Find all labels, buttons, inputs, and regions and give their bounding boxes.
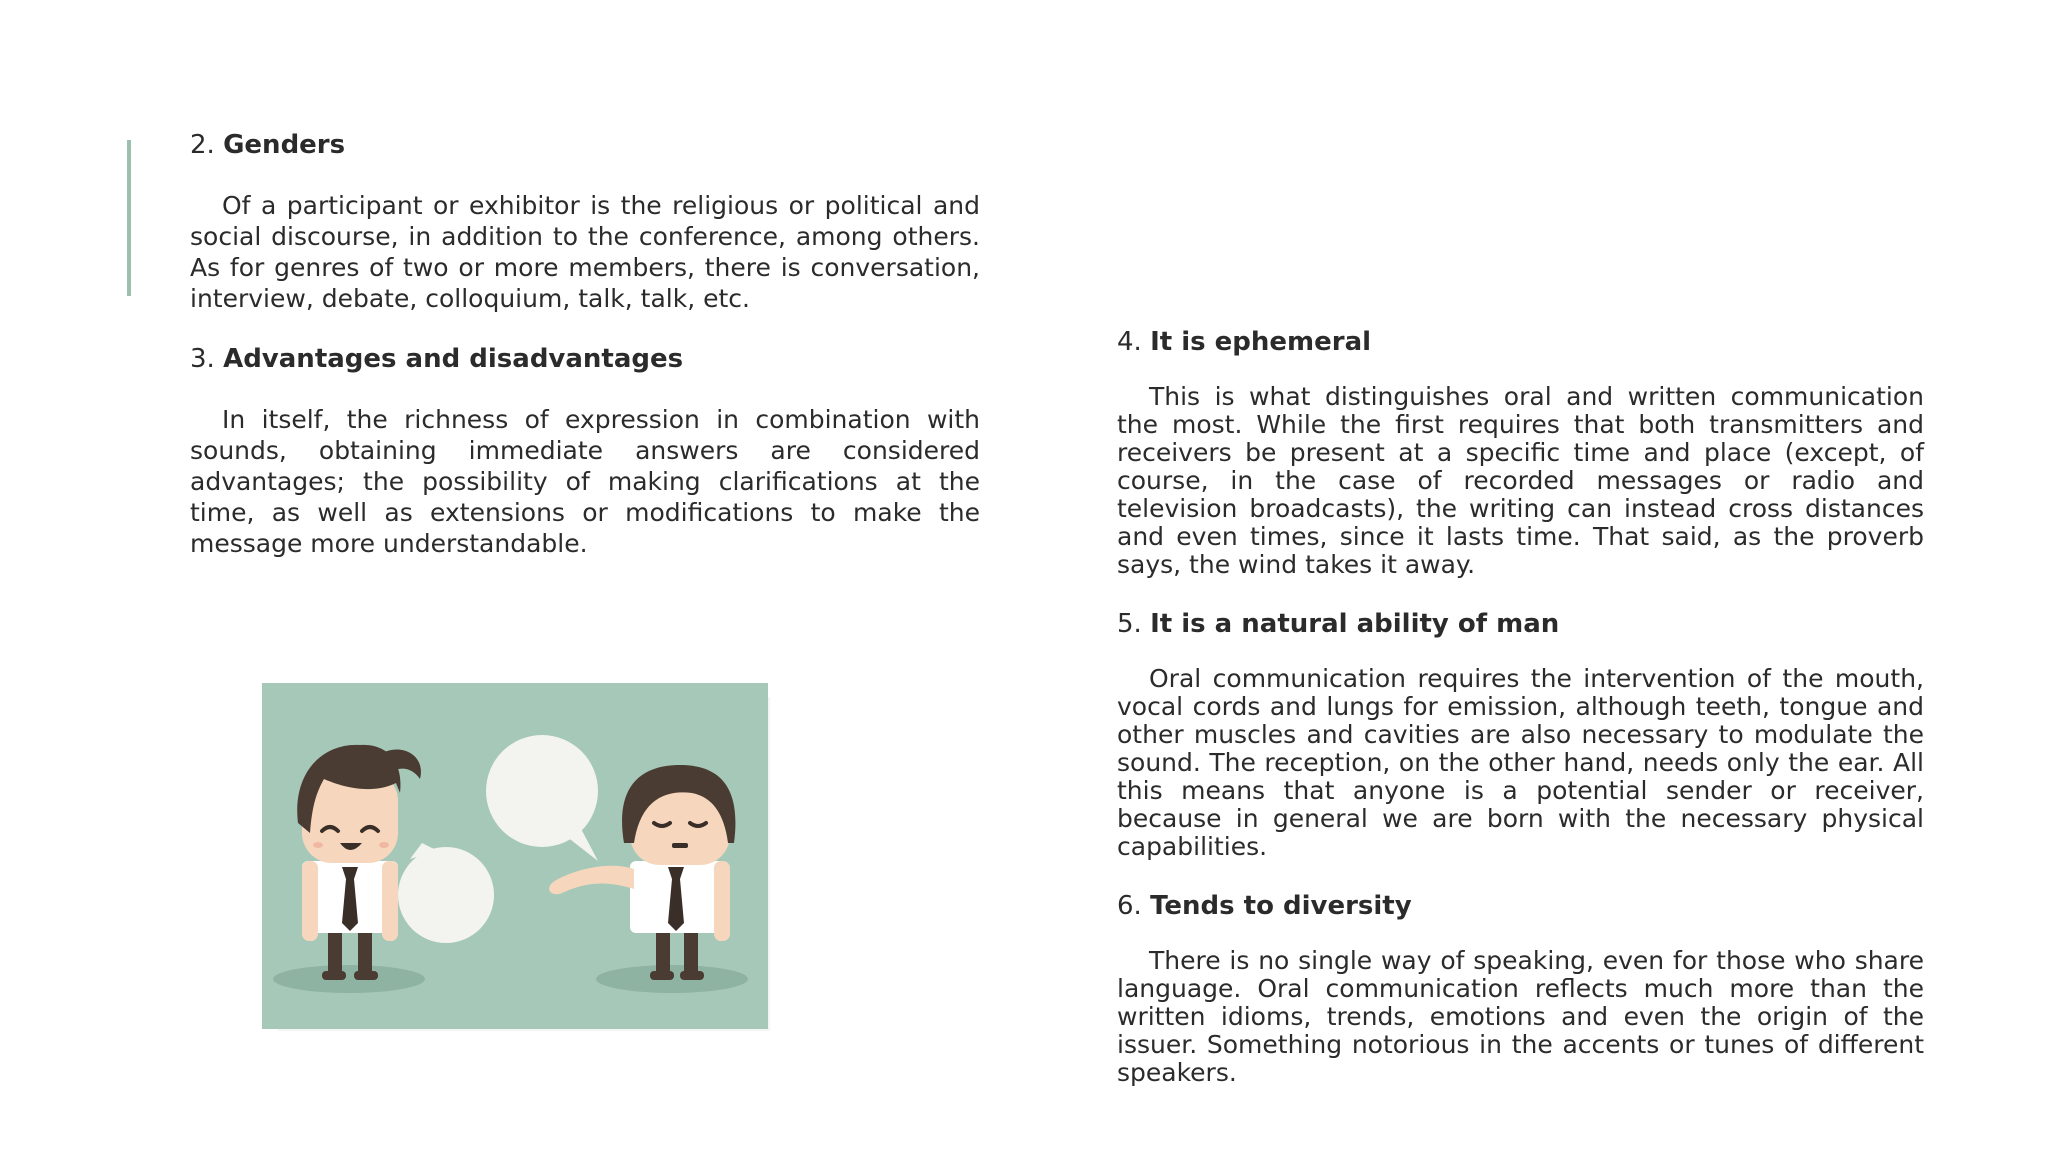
section-title: Genders (223, 130, 346, 160)
section-title: Tends to diversity (1150, 891, 1412, 921)
ground-shadow-left (273, 965, 425, 993)
two-businessmen-conversation-illustration (262, 683, 770, 1031)
section-number: 2. (190, 130, 215, 160)
section-body-diversity: There is no single way of speaking, even for those who share language. Oral communication reflects much more than the written idioms, trends, emotions and even the origin of the issuer. Something notorious in the accents or tunes of different speakers. (1117, 946, 1924, 1087)
section-body-natural: Oral communication requires the intervention of the mouth, vocal cords and lungs for emission, although teeth, tongue and other muscles and cavities are also necessary to modulate the sound. The reception, on the other hand, needs only the ear. All this means that anyone is a potential sender or receiver, because in general we are born with the necessary physical capabilities. (1117, 664, 1924, 861)
right-column (1117, 325, 1924, 1087)
section-number: 4. (1117, 327, 1142, 357)
section-heading-advantages (190, 342, 980, 376)
accent-bar (127, 140, 131, 296)
section-number: 3. (190, 344, 215, 374)
section-number: 6. (1117, 891, 1142, 921)
section-body-genders: Of a participant or exhibitor is the religious or political and social discourse, in addition to the conference, among others. As for genres of two or more members, there is conversation, interview, debate, colloquium, talk, talk, etc. (190, 191, 980, 313)
illustration-canvas (262, 683, 770, 1031)
section-number: 5. (1117, 609, 1142, 639)
section-heading-genders (190, 128, 980, 162)
section-heading-ephemeral (1117, 325, 1924, 359)
section-title: It is ephemeral (1150, 327, 1372, 357)
section-heading-natural (1117, 607, 1924, 641)
left-column (190, 128, 980, 559)
section-body-advantages: In itself, the richness of expression in combination with sounds, obtaining immediate answers are considered advantages; the possibility of making clarifications at the time, as well as extensions or modifications to make the message more understandable. (190, 405, 980, 558)
section-title: It is a natural ability of man (1150, 609, 1560, 639)
section-body-ephemeral: This is what distinguishes oral and written communication the most. While the first requires that both transmitters and receivers be present at a specific time and place (except, of course, in the case of recorded messages or radio and television broadcasts), the writing can instead cross distances and even times, since it lasts time. That said, as the proverb says, the wind takes it away. (1117, 382, 1924, 579)
section-title: Advantages and disadvantages (223, 344, 684, 374)
section-heading-diversity (1117, 889, 1924, 923)
